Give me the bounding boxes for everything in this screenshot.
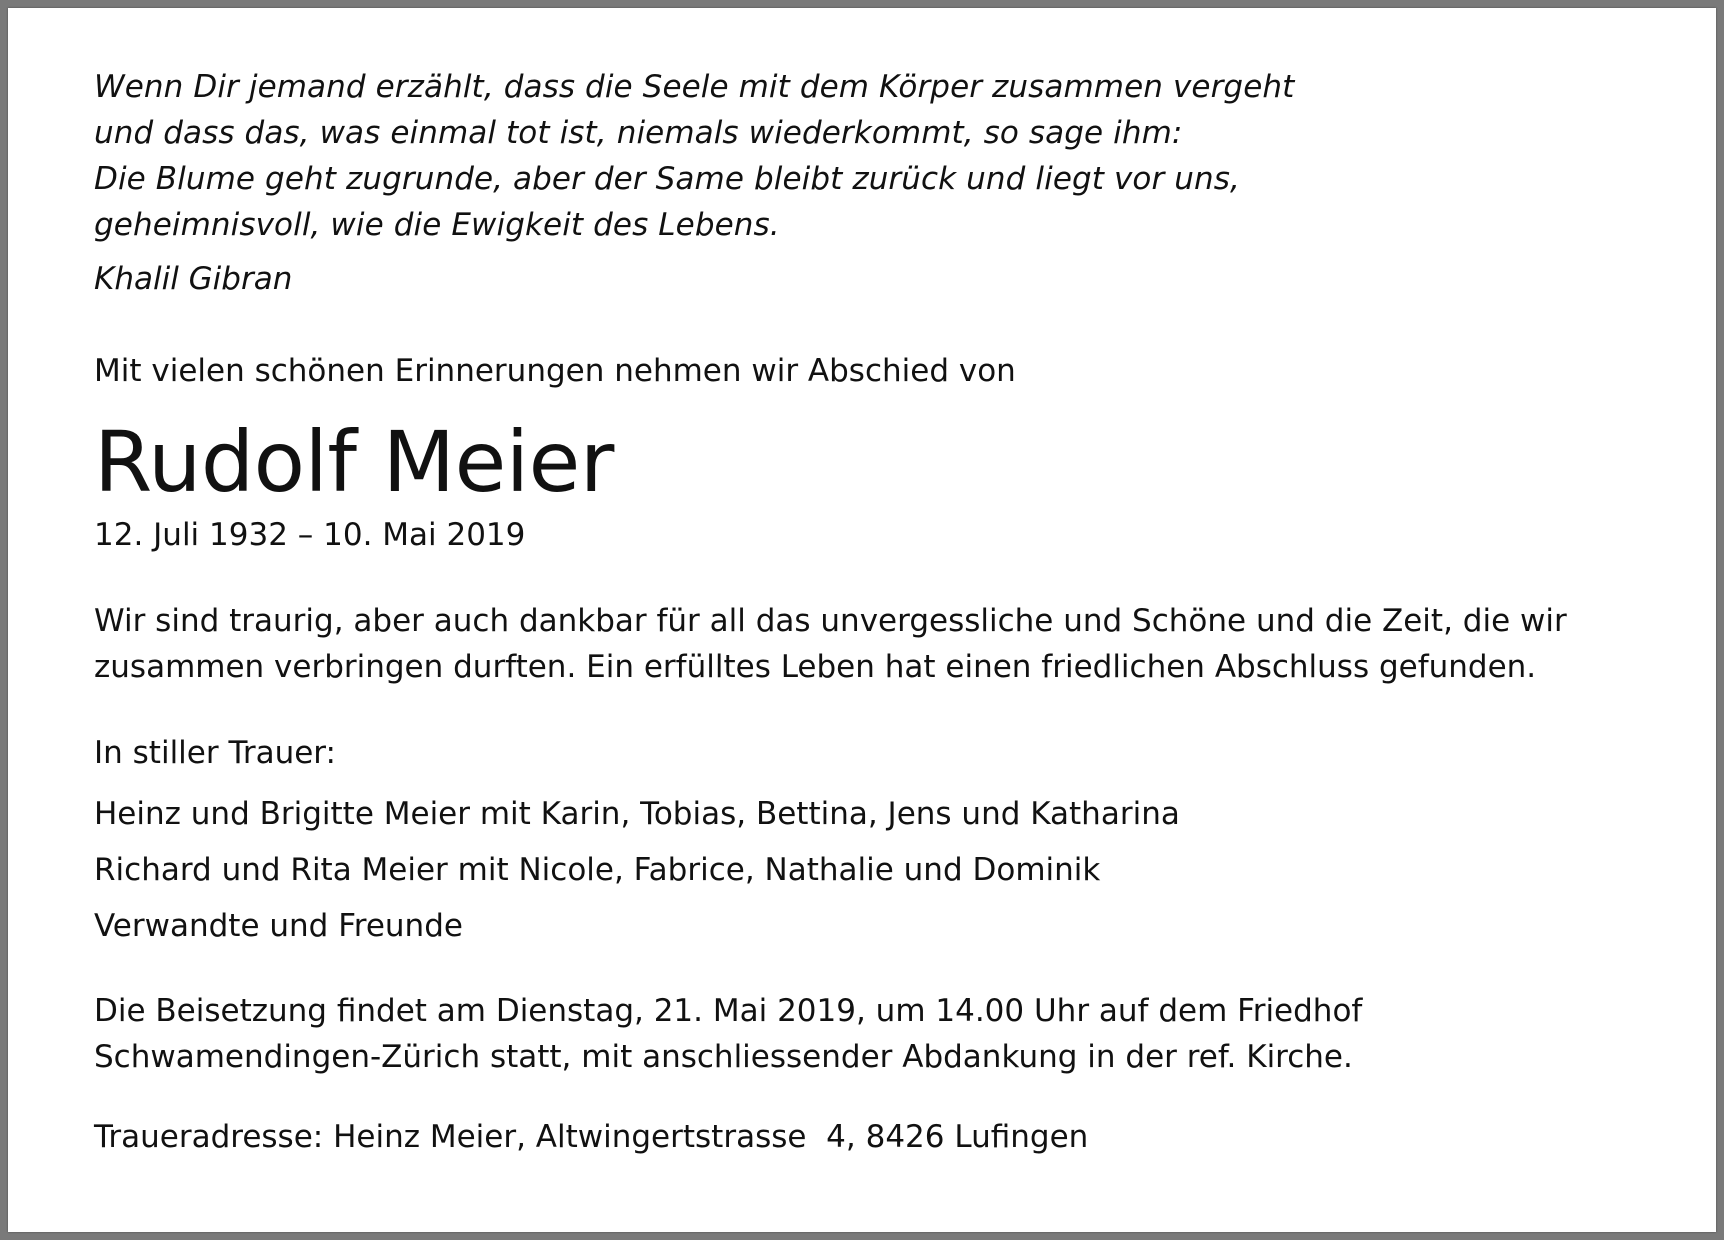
mourners-list — [94, 786, 1674, 954]
funeral-line: Schwamendingen-Zürich statt, mit anschliessender Abdankung in der ref. Kirche. — [94, 1039, 1353, 1075]
message-line: zusammen verbringen durften. Ein erfülltes Leben hat einen friedlichen Abschluss gefunden. — [94, 649, 1537, 685]
mourner-entry: Richard und Rita Meier mit Nicole, Fabrice, Nathalie und Dominik — [94, 852, 1101, 888]
quote-author: Khalil Gibran — [94, 261, 293, 297]
funeral-info — [94, 988, 1674, 1080]
mourner-entry: Heinz und Brigitte Meier mit Karin, Tobias, Bettina, Jens und Katharina — [94, 796, 1180, 832]
quote-line: geheimnisvoll, wie die Ewigkeit des Lebens. — [94, 207, 780, 243]
message-paragraph — [94, 598, 1674, 690]
funeral-line: Die Beisetzung findet am Dienstag, 21. Mai 2019, um 14.00 Uhr auf dem Friedhof — [94, 993, 1363, 1029]
mourning-address: Traueradresse: Heinz Meier, Altwingertstrasse 4, 8426 Lufingen — [94, 1119, 1089, 1155]
mourner-entry: Verwandte und Freunde — [94, 908, 463, 944]
life-dates: 12. Juli 1932 – 10. Mai 2019 — [94, 517, 526, 553]
intro-text: Mit vielen schönen Erinnerungen nehmen wir Abschied von — [94, 353, 1016, 389]
obituary-page — [8, 8, 1716, 1232]
deceased-name: Rudolf Meier — [94, 413, 614, 511]
mourning-label: In stiller Trauer: — [94, 735, 336, 771]
quote-line: Wenn Dir jemand erzählt, dass die Seele mit dem Körper zusammen vergeht — [94, 69, 1295, 105]
quote-line: Die Blume geht zugrunde, aber der Same bleibt zurück und liegt vor uns, — [94, 161, 1241, 197]
message-line: Wir sind traurig, aber auch dankbar für all das unvergessliche und Schöne und die Zeit, die wir — [94, 603, 1567, 639]
quote-line: und dass das, was einmal tot ist, niemals wiederkommt, so sage ihm: — [94, 115, 1183, 151]
obituary-content — [94, 64, 1674, 1160]
quote — [94, 64, 1674, 248]
